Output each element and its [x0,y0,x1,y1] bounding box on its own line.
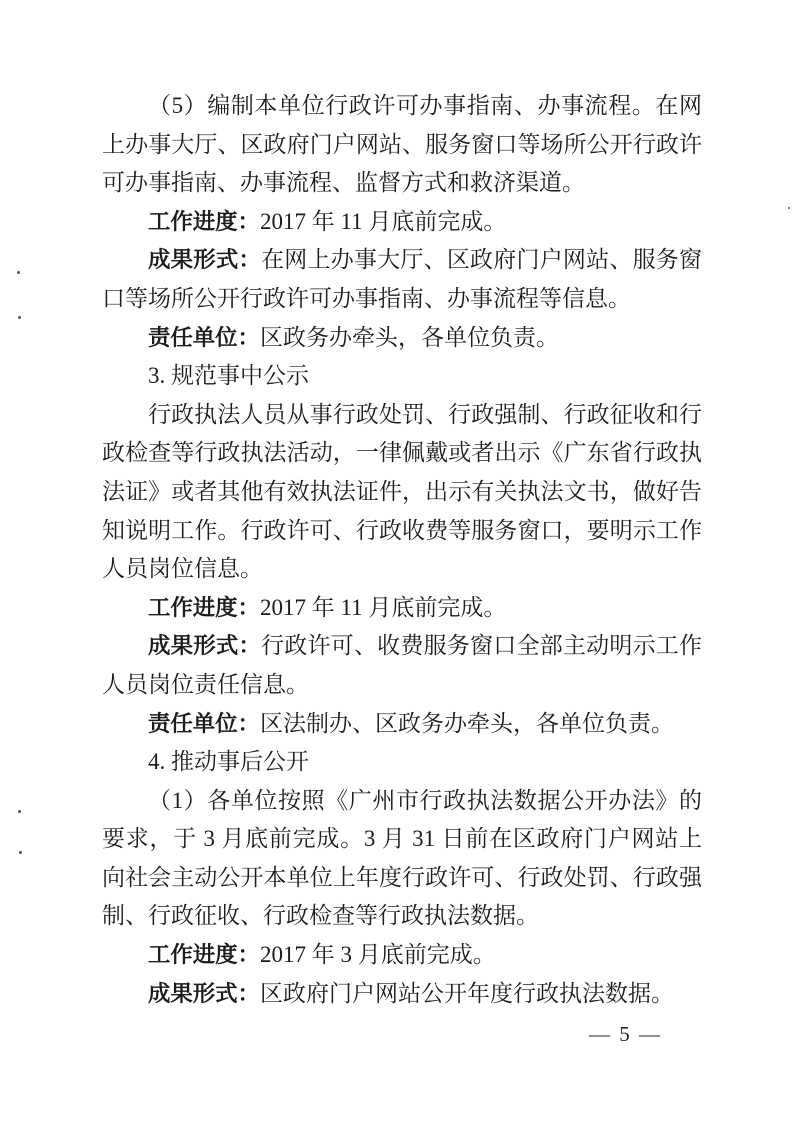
paragraph-text: 在网上办事大厅、区政府门户网站、服务窗口等场所公开行政许可办事指南、办事流程等信息。 [102,247,703,311]
paragraph-text: 2017 年 11 月底前完成。 [259,594,507,620]
page-number-text: — 5 — [589,1022,662,1046]
responsible-unit-label: 责任单位： [148,324,260,350]
result-form-label: 成果形式： [148,980,260,1006]
scan-speck [18,316,21,319]
scan-speck [18,810,21,813]
scan-speck [19,851,22,854]
paragraph-text: （5）编制本单位行政许可办事指南、办事流程。在网上办事大厅、区政府门户网站、服务窗口等场所公开行政许可办事指南、办事流程、监督方式和救济渠道。 [102,93,702,196]
paragraph-text: 区法制办、区政务办牵头，各单位负责。 [259,710,674,736]
result-form-label: 成果形式： [148,633,262,659]
work-progress-label: 工作进度： [148,594,260,620]
responsible-unit-line [102,319,702,358]
section-heading-3 [102,357,702,396]
paragraph-text: 区政务办牵头，各单位负责。 [259,324,559,350]
paragraph-text: 行政许可、收费服务窗口全部主动明示工作人员岗位责任信息。 [102,633,703,697]
work-progress-label: 工作进度： [148,208,260,234]
paragraph-text: 区政府门户网站公开年度行政执法数据。 [259,980,674,1006]
paragraph-body [102,396,702,589]
paragraph-text: （1）各单位按照《广州市行政执法数据公开办法》的要求，于 3 月底前完成。3 月 31 日前在区政府门户网站上向社会主动公开本单位上年度行政许可、行政处罚、行政强制、行政征收、行政检查等行政执法数据。 [102,787,702,929]
document-body [102,87,702,1013]
result-form-line [102,627,702,704]
work-progress-line [102,589,702,628]
result-form-line [102,241,702,318]
work-progress-label: 工作进度： [148,942,260,968]
work-progress-line [102,936,702,975]
page-number [0,1022,800,1047]
section-heading-text: 3. 规范事中公示 [148,363,309,389]
section-heading-text: 4. 推动事后公开 [148,749,309,775]
section-heading-4 [102,743,702,782]
responsible-unit-label: 责任单位： [148,710,260,736]
result-form-line [102,975,702,1014]
scan-speck [17,271,20,274]
work-progress-line [102,203,702,242]
scan-speck [788,207,790,209]
responsible-unit-line [102,705,702,744]
paragraph-text: 行政执法人员从事行政处罚、行政强制、行政征收和行政检查等行政执法活动，一律佩戴或者出示《广东省行政执法证》或者其他有效执法证件，出示有关执法文书，做好告知说明工作。行政许可、行政收费等服务窗口，要明示工作人员岗位信息。 [102,401,702,582]
paragraph-item-5 [102,87,702,203]
paragraph-text: 2017 年 11 月底前完成。 [259,208,507,234]
result-form-label: 成果形式： [148,247,262,273]
paragraph-item-1 [102,782,702,936]
paragraph-text: 2017 年 3 月底前完成。 [259,942,496,968]
